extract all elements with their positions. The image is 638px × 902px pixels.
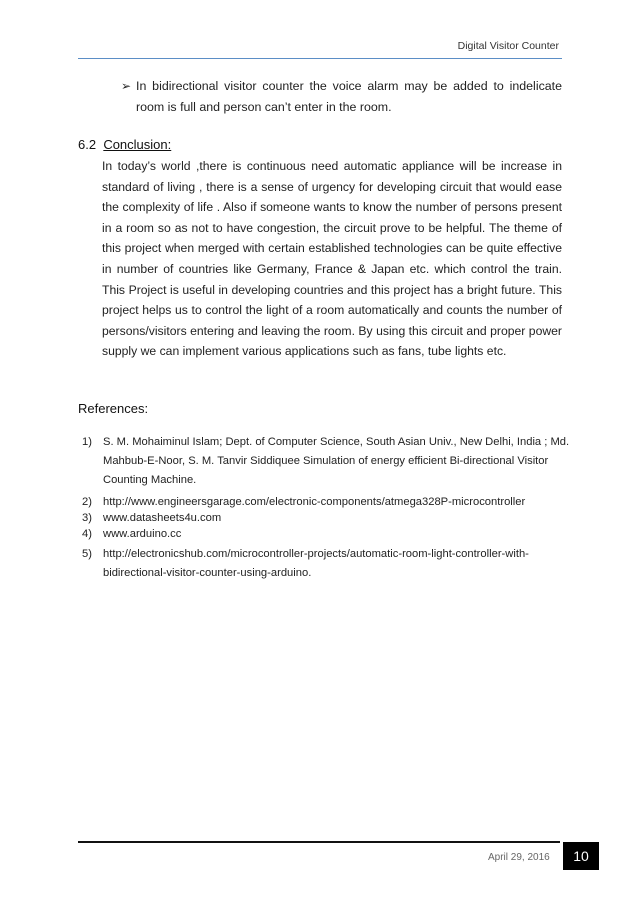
reference-number: 3)	[82, 512, 92, 524]
bullet-item	[121, 76, 562, 118]
references-heading: References:	[78, 401, 149, 416]
footer-divider	[78, 841, 560, 843]
reference-number: 5)	[82, 548, 92, 560]
bullet-text: In bidirectional visitor counter the voice alarm may be added to indelicate room is full and person can’t enter in the room.	[136, 79, 562, 114]
arrow-bullet-icon: ➢	[121, 79, 132, 93]
reference-number: 4)	[82, 528, 92, 540]
reference-link[interactable]: www.arduino.cc	[103, 528, 182, 540]
reference-link[interactable]: www.datasheets4u.com	[103, 512, 222, 524]
conclusion-paragraph: In today’s world ,there is continuous need automatic appliance will be increase in standard of living , there is a sense of urgency for developing circuit that would ease the complexity of life . Also if someone wants to know the number of persons present in a room so as not to have congestion, the circuit prove to be helpful. The theme of this project when merged with certain established technologies can be quite effective in number of countries like Germany, France & Japan etc. which control the train. This Project is useful in developing countries and this project has a bright future. This project helps us to control the light of a room automatically and counts the number of persons/visitors entering and leaving the room. By using this circuit and proper power supply we can implement various applications such as fans, tube lights etc.	[102, 159, 562, 359]
section-heading	[78, 137, 171, 152]
reference-link[interactable]: http://www.engineersgarage.com/electronic-components/atmega328P-microcontroller	[103, 496, 526, 508]
header-title: Digital Visitor Counter	[457, 40, 559, 52]
page-number: 10	[563, 842, 599, 870]
reference-item	[82, 545, 572, 583]
header-divider	[78, 58, 562, 59]
reference-number: 1)	[82, 436, 92, 448]
footer-date: April 29, 2016	[488, 852, 550, 863]
section-title: Conclusion:	[103, 137, 172, 152]
reference-item	[82, 433, 572, 490]
reference-item	[82, 494, 572, 510]
reference-item	[82, 526, 572, 542]
section-number: 6.2	[78, 137, 97, 152]
reference-item	[82, 510, 572, 526]
references-list	[82, 433, 572, 583]
reference-text: S. M. Mohaiminul Islam; Dept. of Computer Science, South Asian Univ., New Delhi, India ; Md. Mahbub-E-Noor, S. M. Tanvir Siddiquee Simulation of energy efficient Bi-directional Visitor Counting Machine.	[103, 436, 570, 486]
reference-link[interactable]: http://electronicshub.com/microcontroller-projects/automatic-room-light-controller-with-bidirectional-visitor-counter-using-arduino.	[103, 548, 529, 579]
reference-number: 2)	[82, 496, 92, 508]
